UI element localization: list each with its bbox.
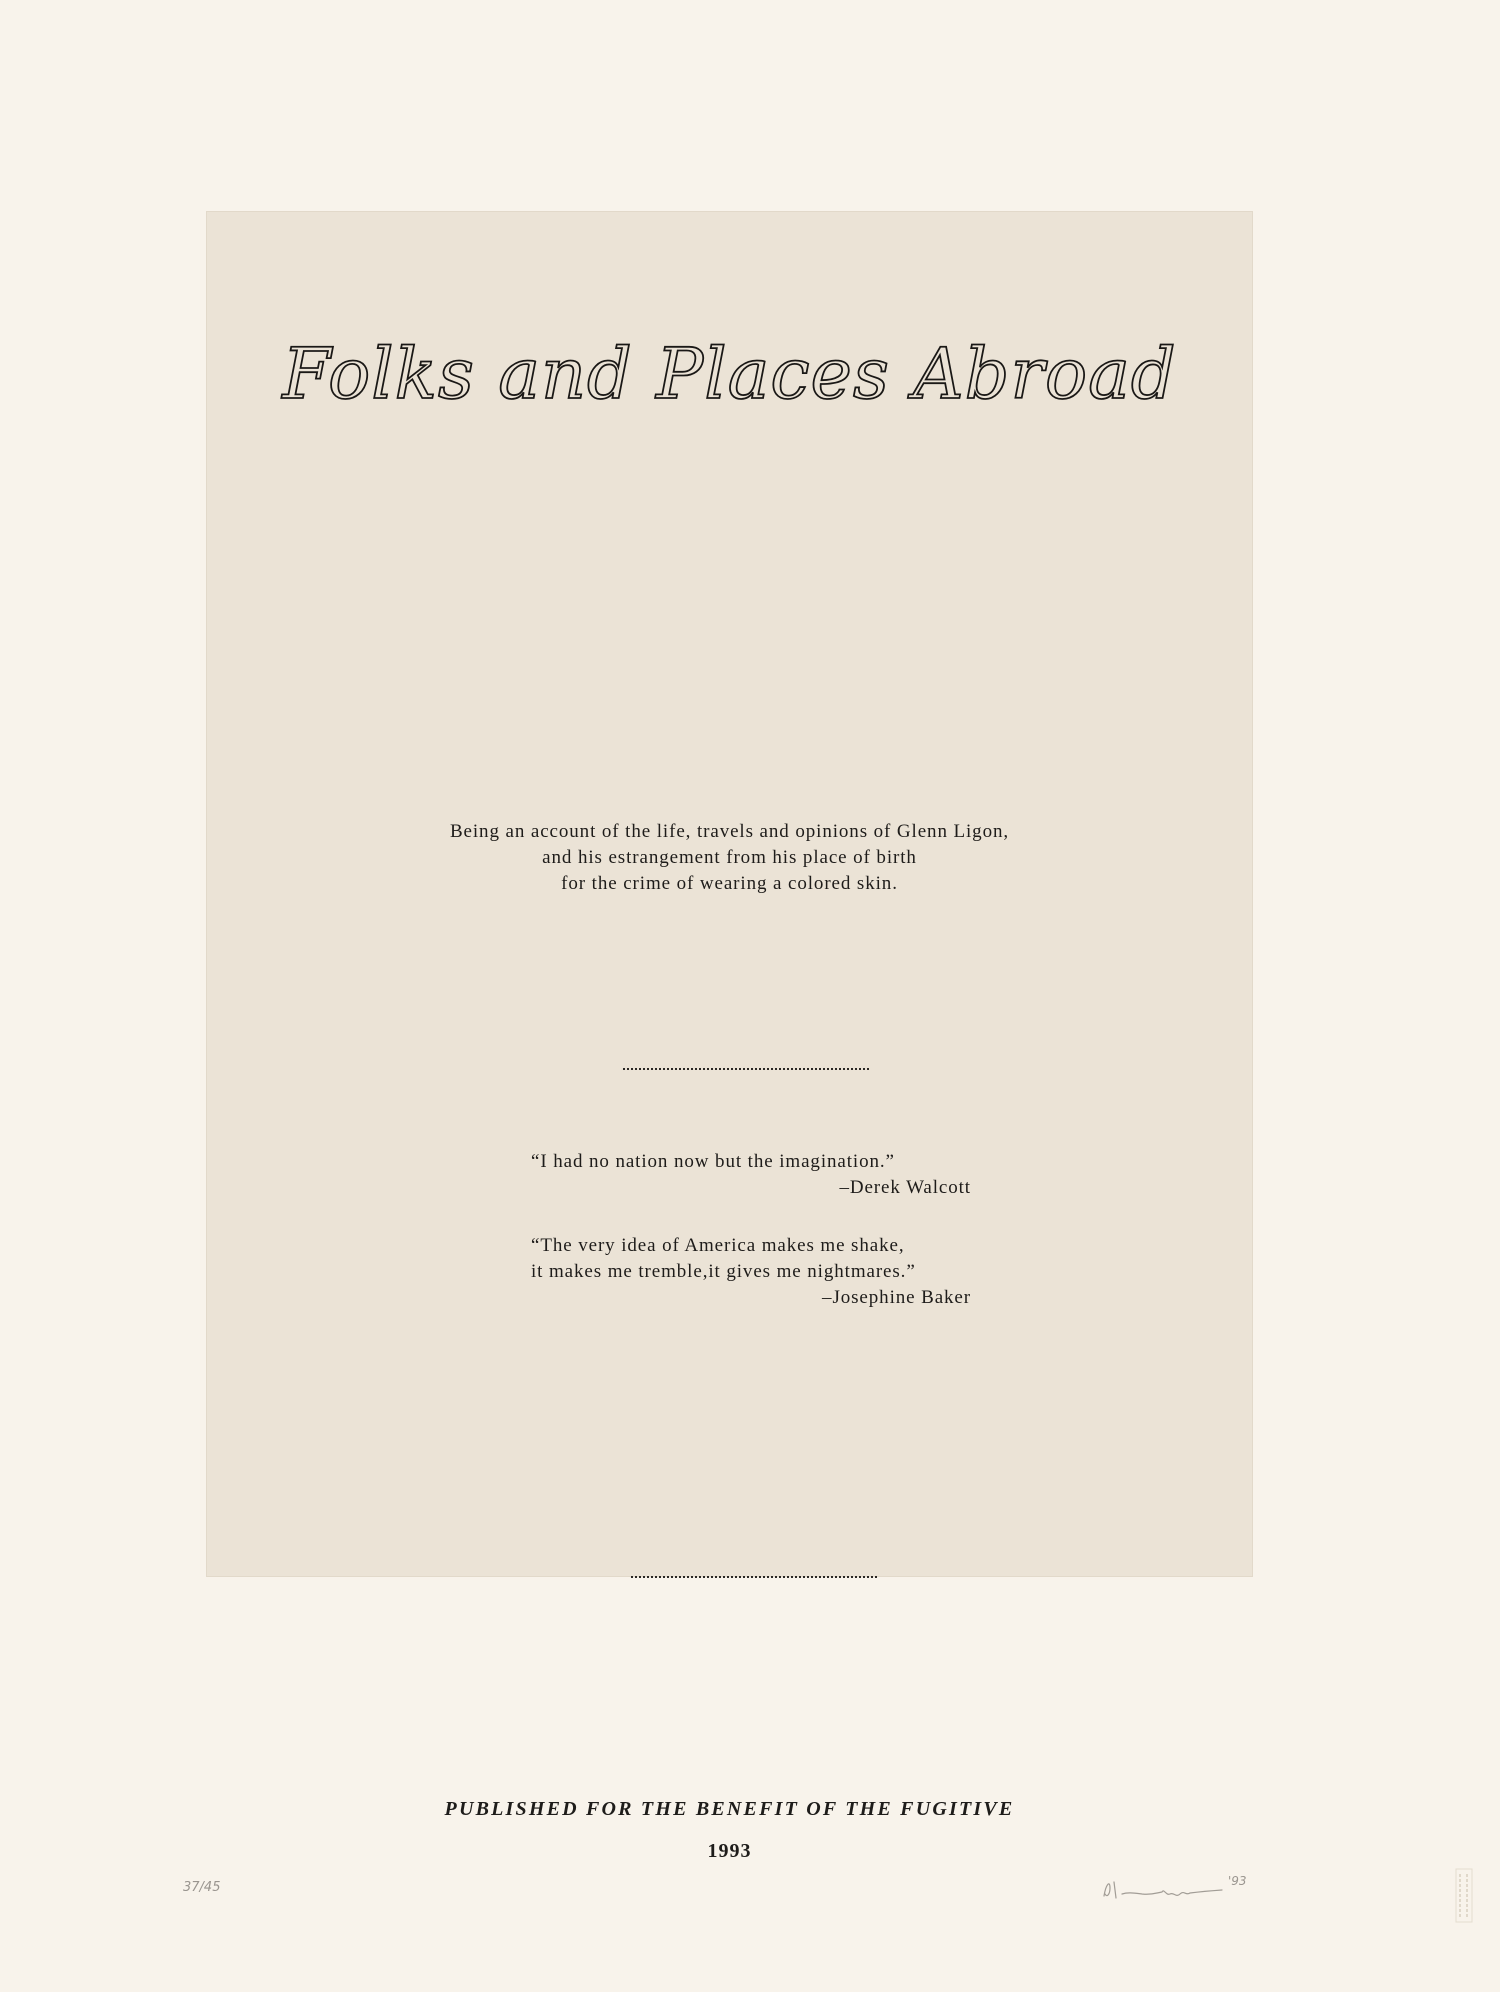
publisher-line: PUBLISHED FOR THE BENEFIT OF THE FUGITIVE [444, 1798, 1015, 1820]
artist-signature [1098, 1874, 1248, 1904]
quote-attribution: –Josephine Baker [822, 1287, 971, 1308]
subtitle-block [206, 819, 1253, 897]
print-plate [206, 211, 1253, 1862]
subtitle-line: Being an account of the life, travels and opinions of Glenn Ligon, [449, 821, 1010, 842]
quote-text: it makes me tremble,it gives me nightmares.” [531, 1261, 916, 1282]
page-title: Folks and Places Abroad [282, 333, 1177, 415]
blindstamp-icon [1455, 1868, 1473, 1923]
dotted-divider [623, 1068, 869, 1070]
subtitle-line: for the crime of wearing a colored skin. [561, 873, 898, 894]
quote-attribution: –Derek Walcott [839, 1177, 971, 1198]
quote-text: “The very idea of America makes me shake, [531, 1235, 905, 1256]
signature-date: '93 [1228, 1874, 1247, 1888]
quote-walcott [531, 1149, 981, 1201]
quote-baker [531, 1233, 981, 1311]
quote-text: “I had no nation now but the imagination.” [531, 1151, 895, 1172]
dotted-divider [631, 1576, 877, 1578]
subtitle-line: and his estrangement from his place of birth [542, 847, 917, 868]
publication-year: 1993 [707, 1840, 752, 1862]
edition-number: 37/45 [183, 1880, 221, 1895]
